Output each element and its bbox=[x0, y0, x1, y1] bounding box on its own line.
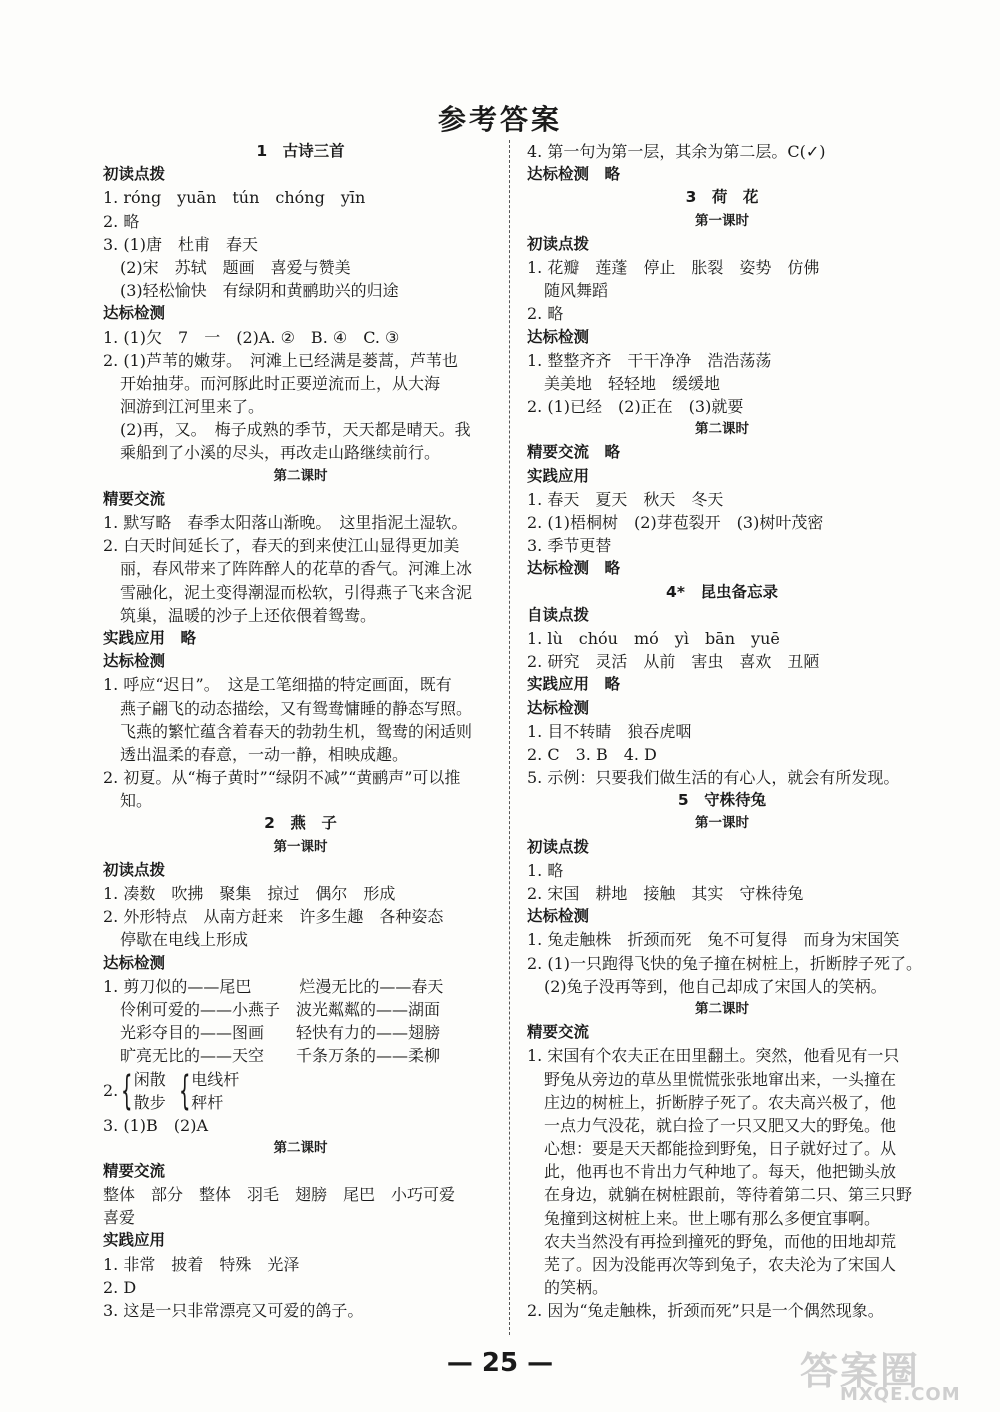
section-heading: 达标检测 bbox=[527, 698, 590, 717]
answer-line-continued: 停歇在电线上形成 bbox=[120, 930, 249, 950]
answer-line-continued: (2)宋 苏轼 题画 喜爱与赞美 bbox=[120, 257, 351, 277]
brace-word: 闲散 bbox=[133, 1069, 166, 1089]
brace-word: 秤杆 bbox=[191, 1092, 224, 1112]
answer-line: 1. 剪刀似的——尾巴 烂漫无比的——春天 bbox=[103, 976, 444, 996]
answer-line: 2. 略 bbox=[103, 211, 140, 231]
answer-line-continued: 农夫当然没有再捡到撞死的野兔，而他的田地却荒 bbox=[544, 1231, 897, 1251]
answer-line: 1. 呼应“迟日”。 这是工笔细描的特定画面，既有 bbox=[103, 675, 452, 695]
answer-line-continued: 旷亮无比的——天空 千条万条的——柔柳 bbox=[120, 1046, 441, 1066]
brace-left-group bbox=[134, 1068, 166, 1114]
section-heading: 精要交流 bbox=[527, 1023, 590, 1042]
answer-line: 4. 第一句为第一层，其余为第二层。C(✓) bbox=[527, 142, 826, 161]
answer-line-continued: 乘船到了小溪的尽头，再改走山路继续前行。 bbox=[120, 443, 441, 463]
answer-line: 1. (1)欠 7 一 (2)A. ② B. ④ C. ③ bbox=[103, 327, 400, 347]
brace-right-group bbox=[191, 1068, 239, 1114]
answer-line: 1. 兔走触株 折颈而死 兔不可复得 而身为宋国笑 bbox=[527, 930, 900, 950]
answer-line-continued: 开始抽芽。而河豚此时正要逆流而上，从大海 bbox=[120, 373, 441, 393]
answer-line-continued: 雪融化，泥土变得潮湿而松软，引得燕子飞来含泥 bbox=[120, 582, 473, 602]
answer-line-continued: 美美地 轻轻地 缓缓地 bbox=[544, 373, 721, 393]
answer-line: 2. 宋国 耕地 接触 其实 守株待兔 bbox=[527, 884, 804, 903]
answer-line: 1. róng yuān tún chóng yīn bbox=[103, 188, 366, 208]
answer-line: 2. 研究 灵活 从前 害虫 喜欢 丑陋 bbox=[527, 652, 820, 672]
brace-icon: { bbox=[121, 1067, 133, 1114]
answer-line: 1. 目不转睛 狼吞虎咽 bbox=[527, 721, 692, 741]
section-heading: 实践应用 略 bbox=[527, 675, 621, 694]
answer-line-continued: 芜了。因为没能再次等到兔子，农夫沦为了宋国人 bbox=[544, 1255, 897, 1274]
answer-line-continued: 洄游到江河里来了。 bbox=[120, 397, 265, 417]
section-heading: 达标检测 略 bbox=[527, 165, 621, 184]
answer-line: 2. 外形特点 从南方赶来 许多生趣 各种姿态 bbox=[103, 907, 444, 927]
section-heading: 达标检测 bbox=[527, 327, 590, 346]
answer-line: 1. lù chóu mó yì bān yuē bbox=[527, 628, 780, 648]
answer-line: 1. 略 bbox=[527, 860, 564, 880]
answer-line: 1. 花瓣 莲蓬 停止 胀裂 姿势 仿佛 bbox=[527, 257, 820, 277]
answer-line: 2. 初夏。从“梅子黄时”“绿阴不减”“黄鹂声”可以推 bbox=[103, 768, 461, 788]
answer-line: 1. 宋国有个农夫正在田里翻土。突然，他看见有一只 bbox=[527, 1046, 900, 1066]
answer-line: 2. (1)一只跑得飞快的兔子撞在树桩上，折断脖子死了。 bbox=[527, 953, 923, 973]
section-heading: 实践应用 bbox=[103, 1231, 166, 1250]
column-divider bbox=[509, 140, 510, 1335]
answer-line-continued: 兔撞到这树桩上来。世上哪有那么多便宜事啊。 bbox=[544, 1208, 881, 1228]
answer-line-continued: (2)再，又。 梅子成熟的季节，天天都是晴天。我 bbox=[120, 420, 471, 440]
brace-icon: { bbox=[178, 1067, 191, 1114]
section-heading: 自读点拨 bbox=[527, 605, 590, 624]
item-number: 2. bbox=[103, 1081, 119, 1100]
answer-line: 3. 季节更替 bbox=[527, 536, 612, 556]
page-title: 参考答案 bbox=[437, 103, 562, 136]
answer-line: 3. (1)唐 杜甫 春天 bbox=[103, 234, 259, 254]
answer-line: 1. 非常 披着 特殊 光泽 bbox=[103, 1254, 300, 1274]
right-answer-column bbox=[527, 140, 923, 1323]
brace-word: 电线杆 bbox=[191, 1069, 240, 1089]
section-heading: 达标检测 bbox=[103, 652, 166, 671]
answer-line-continued: 心想：要是天天都能捡到野兔，日子就好过了。从 bbox=[544, 1139, 897, 1159]
answer-line: 2. 白天时间延长了，春天的到来使江山显得更加美 bbox=[103, 536, 460, 556]
answer-line-continued: (2)兔子没再等到，他自己却成了宋国人的笑柄。 bbox=[544, 976, 887, 996]
watermark-text: 答案圈 bbox=[800, 1349, 921, 1393]
section-heading: 精要交流 bbox=[103, 1161, 166, 1180]
lesson-period-title: 第一课时 bbox=[695, 212, 749, 229]
page-number: — 25 — bbox=[446, 1348, 554, 1378]
answer-line-continued: 筑巢，温暖的沙子上还依偎着鸳鸯。 bbox=[120, 605, 377, 625]
section-heading: 实践应用 略 bbox=[103, 628, 197, 647]
section-heading: 初读点拨 bbox=[103, 165, 166, 184]
brace-word: 散步 bbox=[133, 1092, 166, 1112]
lesson-title: 2 燕 子 bbox=[264, 814, 337, 833]
answer-line-continued: 野兔从旁边的草丛里慌慌张张地窜出来，一头撞在 bbox=[544, 1069, 897, 1089]
answer-line: 2. D bbox=[103, 1277, 137, 1297]
answer-line: 1. 春天 夏天 秋天 冬天 bbox=[527, 489, 724, 509]
answer-line: 喜爱 bbox=[103, 1208, 136, 1228]
answer-line: 3. 这是一只非常漂亮又可爱的鸽子。 bbox=[103, 1301, 364, 1320]
lesson-title: 4* 昆虫备忘录 bbox=[666, 582, 778, 601]
answer-line-continued: 的笑柄。 bbox=[544, 1278, 609, 1298]
answer-line: 5. 示例：只要我们做生活的有心人，就会有所发现。 bbox=[527, 768, 900, 788]
section-heading: 实践应用 bbox=[527, 466, 590, 485]
answer-line-continued: 光彩夺目的——图画 轻快有力的——翅膀 bbox=[120, 1023, 441, 1043]
lesson-period-title: 第二课时 bbox=[273, 1139, 328, 1156]
answer-line: 1. 默写略 春季太阳落山渐晚。 这里指泥土湿软。 bbox=[103, 513, 468, 532]
answer-line-continued: 庄边的树桩上，折断脖子死了。农夫高兴极了，他 bbox=[544, 1092, 897, 1112]
answer-line: 2. C 3. B 4. D bbox=[527, 744, 657, 764]
answer-line: 3. (1)B (2)A bbox=[103, 1115, 208, 1135]
lesson-period-title: 第一课时 bbox=[695, 815, 749, 832]
answer-line: 1. 整整齐齐 干干净净 浩浩荡荡 bbox=[527, 350, 772, 370]
answer-line-continued: 飞燕的繁忙蕴含着春天的勃勃生机，鸳鸯的闲适则 bbox=[120, 721, 473, 741]
brace-matching-item bbox=[103, 1068, 498, 1114]
answer-line: 2. 略 bbox=[527, 304, 564, 324]
section-heading: 初读点拨 bbox=[527, 234, 590, 253]
watermark-url: MXQE.COM bbox=[840, 1384, 961, 1405]
answer-line-continued: 透出温柔的春意，一动一静，相映成趣。 bbox=[120, 744, 409, 764]
lesson-period-title: 第一课时 bbox=[273, 838, 328, 855]
answer-line: 2. 因为“兔走触株，折颈而死”只是一个偶然现象。 bbox=[527, 1301, 884, 1321]
section-heading: 初读点拨 bbox=[527, 837, 590, 856]
lesson-period-title: 第二课时 bbox=[695, 421, 749, 438]
answer-line-continued: 随风舞蹈 bbox=[544, 281, 609, 301]
answer-line-continued: 知。 bbox=[120, 791, 153, 811]
section-heading: 达标检测 bbox=[527, 907, 590, 926]
lesson-period-title: 第二课时 bbox=[695, 1000, 749, 1017]
section-heading: 精要交流 略 bbox=[527, 443, 621, 462]
answer-line-continued: (3)轻松愉快 有绿阴和黄鹂助兴的归途 bbox=[120, 281, 399, 301]
lesson-period-title: 第二课时 bbox=[273, 467, 328, 484]
answer-line-continued: 此，他再也不肯出力气种地了。每天，他把锄头放 bbox=[544, 1162, 897, 1182]
lesson-title: 3 荷 花 bbox=[685, 188, 759, 207]
section-heading: 精要交流 bbox=[103, 489, 166, 508]
answer-line-continued: 丽，春风带来了阵阵醉人的花草的香气。河滩上冰 bbox=[120, 559, 473, 579]
answer-line: 2. (1)已经 (2)正在 (3)就要 bbox=[527, 397, 744, 417]
answer-line-continued: 伶俐可爱的——小燕子 波光粼粼的——湖面 bbox=[120, 999, 441, 1019]
answer-line: 1. 凑数 吹拂 聚集 掠过 偶尔 形成 bbox=[103, 884, 396, 903]
answer-line: 整体 部分 整体 羽毛 翅膀 尾巴 小巧可爱 bbox=[103, 1185, 456, 1205]
answer-line-continued: 一点力气没花，就白捡了一只又肥又大的野兔。他 bbox=[544, 1115, 897, 1135]
section-heading: 达标检测 略 bbox=[527, 559, 621, 578]
answer-line-continued: 在身边，就躺在树桩跟前，等待着第二只、第三只野 bbox=[544, 1185, 913, 1205]
section-heading: 达标检测 bbox=[103, 953, 166, 972]
left-answer-column bbox=[103, 140, 498, 1322]
lesson-title: 1 古诗三首 bbox=[256, 142, 345, 160]
lesson-title: 5 守株待兔 bbox=[677, 791, 767, 810]
section-heading: 初读点拨 bbox=[103, 860, 166, 879]
answer-line-continued: 燕子翩飞的动态描绘，又有鸳鸯慵睡的静态写照。 bbox=[120, 698, 473, 718]
watermark-logo bbox=[800, 1340, 985, 1408]
section-heading: 达标检测 bbox=[103, 304, 166, 323]
answer-line: 2. (1)梧桐树 (2)芽苞裂开 (3)树叶茂密 bbox=[527, 513, 824, 532]
answer-line: 2. (1)芦苇的嫩芽。 河滩上已经满是蒌蒿，芦苇也 bbox=[103, 350, 459, 370]
